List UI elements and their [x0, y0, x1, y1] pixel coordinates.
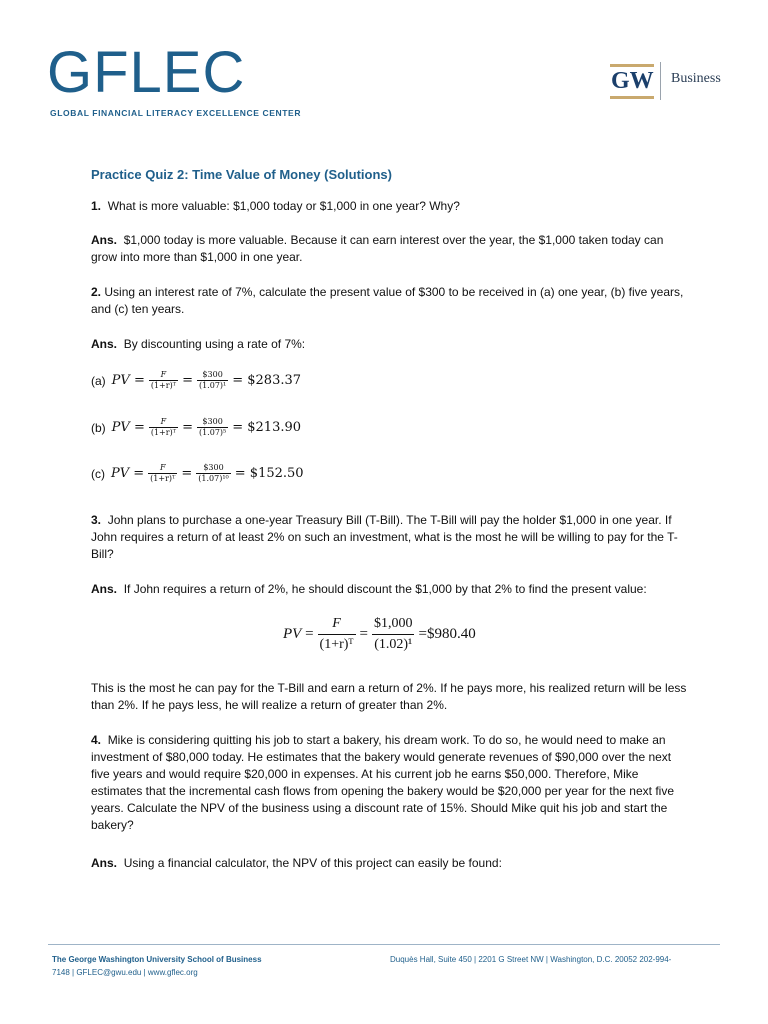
equation-lhs: PV [111, 373, 130, 388]
fraction-numerator: F [160, 463, 166, 472]
question-3 [91, 512, 691, 563]
question-4-number: 4. [91, 733, 102, 747]
footer-school: The George Washington University School of Business [52, 955, 262, 964]
answer-3 [91, 581, 731, 598]
gflec-logo: GFLEC [47, 40, 246, 105]
answer-4 [91, 855, 691, 872]
equation-2c: (c) PV = $\frac{F}{\text{(1+r)ᵀ}}$ = $\frac{\$300}{\text{(1.07)¹⁰}}$ = $152.50 [91, 463, 304, 483]
formula-fraction [318, 614, 356, 655]
question-2-text: Using an interest rate of 7%, calculate the present value of $300 to be received in (a) one year, (b) five years, and (c) ten years. [91, 285, 684, 316]
equation-lhs: PV [283, 626, 302, 642]
equation-2b: (b) PV = $\frac{F}{\text{(1+r)ᵀ}}$ = $\frac{\$300}{\text{(1.07)⁵}}$ = $213.90 [91, 417, 302, 437]
footer-divider [48, 944, 720, 945]
equation-result: $213.90 [247, 420, 302, 435]
fraction-numerator: $300 [202, 417, 223, 426]
fraction-denominator: (1.07)¹⁰ [198, 474, 229, 483]
gw-logo [610, 64, 654, 100]
question-4-text: Mike is considering quitting his job to start a bakery, his dream work. To do so, he would need to make an investment of $80,000 today. He estimates that the bakery would generate revenues of $90,000 over the next five years and would require $20,000 in expenses. At his current job he earns $50,000. Therefore, Mike estimates that the incremental cash flows from opening the bakery would be $20,000 per year for the next five years. Calculate the NPV of the business using a discount rate of 15%. Should Mike quit his job and start the bakery? [91, 733, 674, 832]
answer-2 [91, 336, 691, 353]
fraction-numerator: F [160, 370, 167, 379]
fraction-denominator: (1+r)ᵀ [150, 474, 176, 483]
answer-4-label: Ans. [91, 856, 118, 870]
answer-3-text: If John requires a return of 2%, he should discount the $1,000 by that 2% to find the present value: [123, 582, 647, 596]
fraction-denominator: (1+r)ᵀ [150, 381, 177, 390]
question-1-text: What is more valuable: $1,000 today or $1,000 in one year? Why? [107, 199, 460, 213]
logo-divider [660, 62, 661, 100]
question-1 [91, 198, 691, 215]
equation-result: $980.40 [426, 626, 476, 642]
gw-business-label: Business [671, 71, 721, 86]
answer-2-text: By discounting using a rate of 7%: [123, 337, 306, 351]
fraction-denominator: (1+r)ᵀ [318, 634, 356, 655]
equation-result: $283.37 [247, 373, 302, 388]
question-4 [91, 732, 691, 834]
gw-logo-bottom-bar [610, 96, 654, 99]
answer-4-text: Using a financial calculator, the NPV of this project can easily be found: [123, 856, 502, 870]
value-fraction [372, 614, 415, 655]
answer-3-followup: This is the most he can pay for the T-Bill and earn a return of 2%. If he pays more, his realized return will be less than 2%. If he pays less, he will realize a return of greater than 2%. [91, 681, 687, 712]
equation-result: $152.50 [249, 466, 304, 481]
gw-logo-letters: GW [611, 68, 654, 94]
formula-fraction [149, 417, 178, 438]
footer-address: Duquès Hall, Suite 450 | 2201 G Street NW | Washington, D.C. 20052 202-994- [390, 955, 672, 964]
footer-left [52, 953, 352, 979]
answer-2-label: Ans. [91, 337, 118, 351]
formula-fraction [148, 463, 177, 484]
equation-label: (c) [91, 466, 105, 481]
equation-2a: (a) PV = $\frac{F}{\text{(1+r)ᵀ}}$ = $\frac{\$300}{\text{(1.07)¹}}$ = $283.37 [91, 370, 302, 390]
answer-1-text: $1,000 today is more valuable. Because it can earn interest over the year, the $1,000 taken today can grow into more than $1,000 in one year. [91, 233, 664, 264]
equation-label: (a) [91, 373, 106, 388]
equation-lhs: PV [111, 466, 130, 481]
answer-1-label: Ans. [91, 233, 118, 247]
fraction-denominator: (1.02)¹ [372, 634, 414, 655]
fraction-numerator: F [160, 417, 167, 426]
gflec-logo-subtitle: GLOBAL FINANCIAL LITERACY EXCELLENCE CENTER [50, 108, 302, 118]
answer-1 [91, 232, 691, 266]
fraction-numerator: $1,000 [373, 616, 413, 631]
question-3-text: John plans to purchase a one-year Treasury Bill (T-Bill). The T-Bill will pay the holder $1,000 in one year. If John requires a return of at least 2% on such an investment, what is the most he will be willing to pay for the T-Bill? [91, 513, 678, 561]
fraction-numerator: F [332, 616, 341, 631]
question-2 [91, 284, 691, 318]
equation-lhs: PV [111, 420, 130, 435]
footer-contact: 7148 | GFLEC@gwu.edu | www.gflec.org [52, 968, 198, 977]
formula-fraction [149, 370, 178, 391]
equation-label: (b) [91, 420, 106, 435]
value-fraction [196, 463, 230, 484]
fraction-denominator: (1.07)¹ [198, 381, 227, 390]
fraction-denominator: (1.07)⁵ [198, 428, 227, 437]
value-fraction [197, 417, 228, 438]
question-2-number: 2. [91, 285, 102, 299]
fraction-numerator: $300 [202, 370, 223, 379]
question-1-number: 1. [91, 199, 102, 213]
equation-3: PV = $\frac{F}{\text{(1+r)ᵀ}}$ = $\frac{\$1,000}{\text{(1.02)¹}}$ = $980.40 [283, 614, 476, 655]
value-fraction [197, 370, 228, 391]
gw-logo-top-bar [610, 64, 654, 67]
fraction-denominator: (1+r)ᵀ [150, 428, 177, 437]
fraction-numerator: $300 [203, 463, 224, 472]
question-3-number: 3. [91, 513, 102, 527]
answer-3-label: Ans. [91, 582, 118, 596]
page-title: Practice Quiz 2: Time Value of Money (Solutions) [91, 167, 392, 182]
